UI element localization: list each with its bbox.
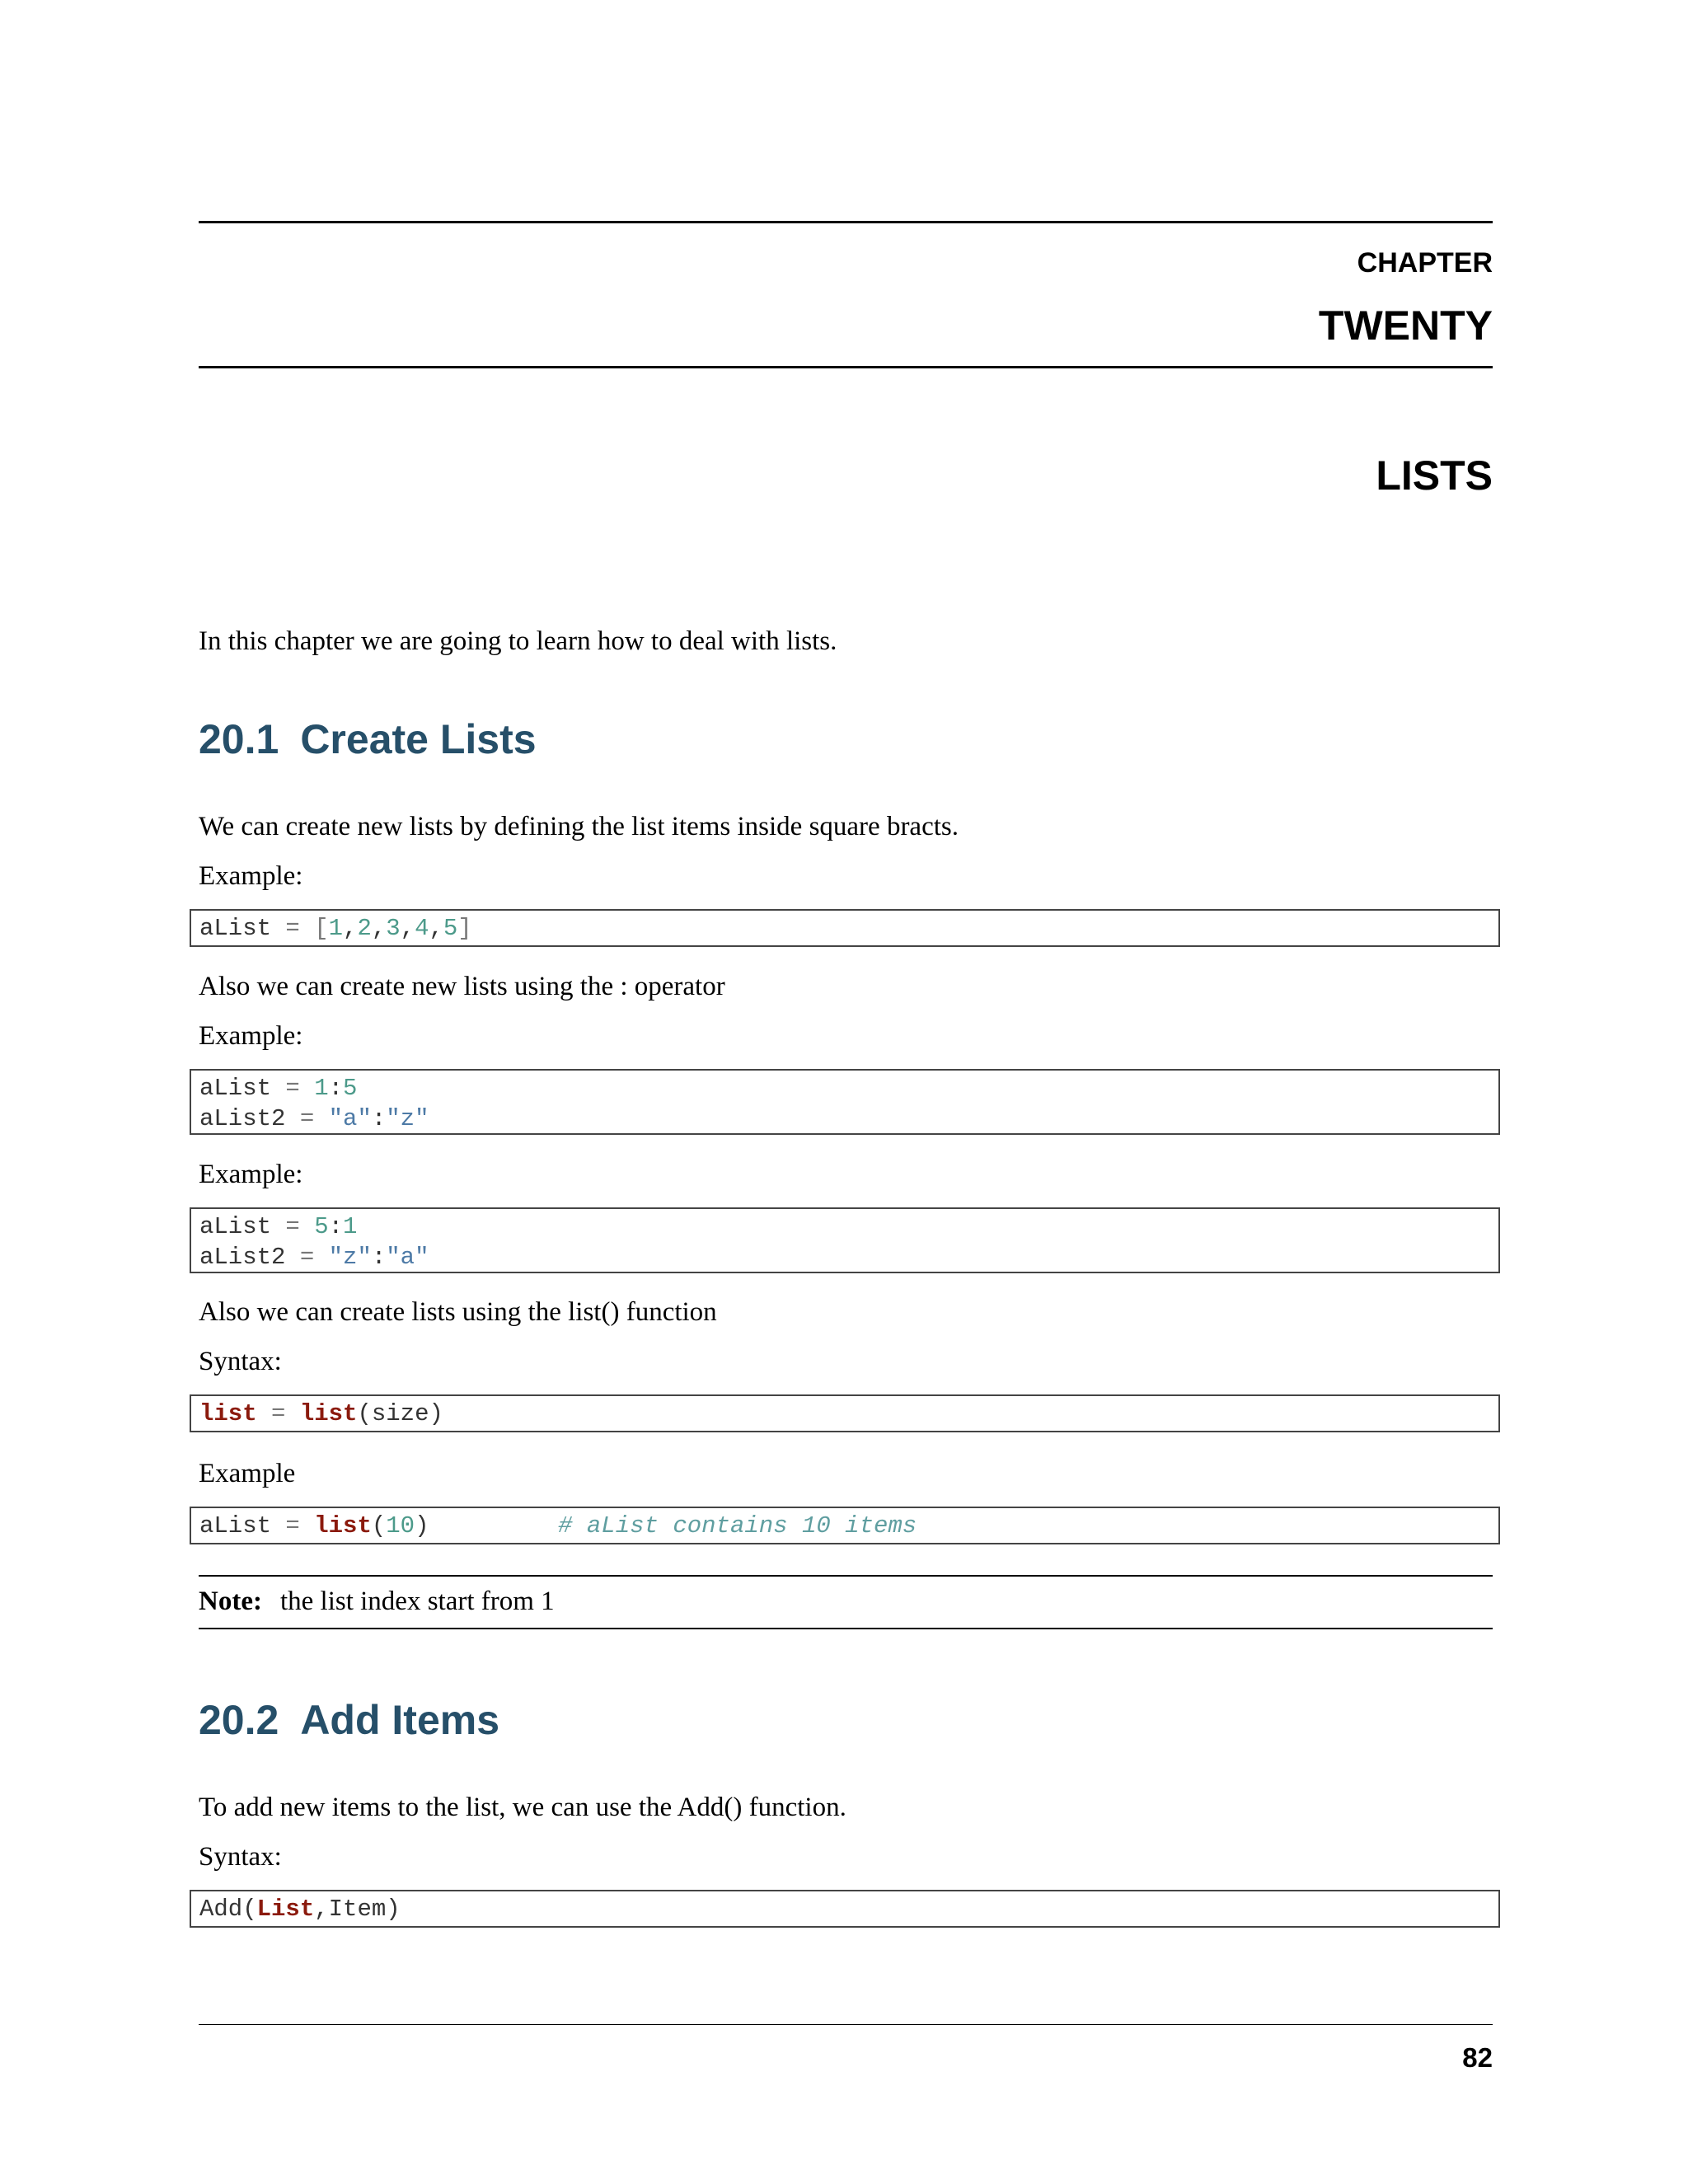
section-heading-create-lists <box>199 715 537 763</box>
section-title: Add Items <box>300 1697 500 1743</box>
syntax-label: Syntax: <box>199 1347 282 1376</box>
code-line: aList = 5:1 <box>199 1213 358 1240</box>
paragraph: To add new items to the list, we can use the Add() function. <box>199 1793 846 1822</box>
code-line: list = list(size) <box>199 1400 443 1427</box>
code-line: aList2 = "z":"a" <box>199 1244 429 1271</box>
code-block-create-list <box>190 909 1500 947</box>
chapter-label: CHAPTER <box>1357 247 1493 279</box>
section-number: 20.2 <box>199 1697 279 1743</box>
code-block-reverse-range <box>190 1207 1500 1273</box>
section-heading-add-items <box>199 1696 499 1744</box>
note-top-rule <box>199 1575 1493 1577</box>
paragraph: Also we can create lists using the list() function <box>199 1297 717 1327</box>
page-number: 82 <box>1462 2042 1493 2073</box>
example-label: Example <box>199 1459 296 1488</box>
code-line: Add(List,Item) <box>199 1896 401 1923</box>
code-line: aList = list(10) # aList contains 10 items <box>199 1512 917 1540</box>
footer-rule <box>199 2024 1493 2025</box>
note <box>199 1585 555 1618</box>
header-top-rule <box>199 221 1493 223</box>
intro-paragraph: In this chapter we are going to learn how to deal with lists. <box>199 626 837 656</box>
code-block-list-function <box>190 1507 1500 1544</box>
header-bottom-rule <box>199 366 1493 368</box>
paragraph: We can create new lists by defining the list items inside square bracts. <box>199 812 959 841</box>
code-line: aList = 1:5 <box>199 1075 358 1102</box>
paragraph: Also we can create new lists using the : operator <box>199 972 725 1001</box>
code-block-add-syntax <box>190 1890 1500 1928</box>
section-title: Create Lists <box>300 716 537 762</box>
note-bottom-rule <box>199 1628 1493 1629</box>
syntax-label: Syntax: <box>199 1842 282 1872</box>
code-line: aList = [1,2,3,4,5] <box>199 915 472 942</box>
code-block-range-operator <box>190 1069 1500 1135</box>
section-number: 20.1 <box>199 716 279 762</box>
example-label: Example: <box>199 861 303 891</box>
chapter-title: LISTS <box>1376 452 1493 499</box>
note-label: Note: <box>199 1586 262 1616</box>
code-line: aList2 = "a":"z" <box>199 1105 429 1132</box>
note-text: the list index start from 1 <box>279 1586 555 1616</box>
code-block-list-syntax <box>190 1394 1500 1432</box>
chapter-number: TWENTY <box>1318 302 1493 349</box>
example-label: Example: <box>199 1160 303 1189</box>
example-label: Example: <box>199 1021 303 1051</box>
